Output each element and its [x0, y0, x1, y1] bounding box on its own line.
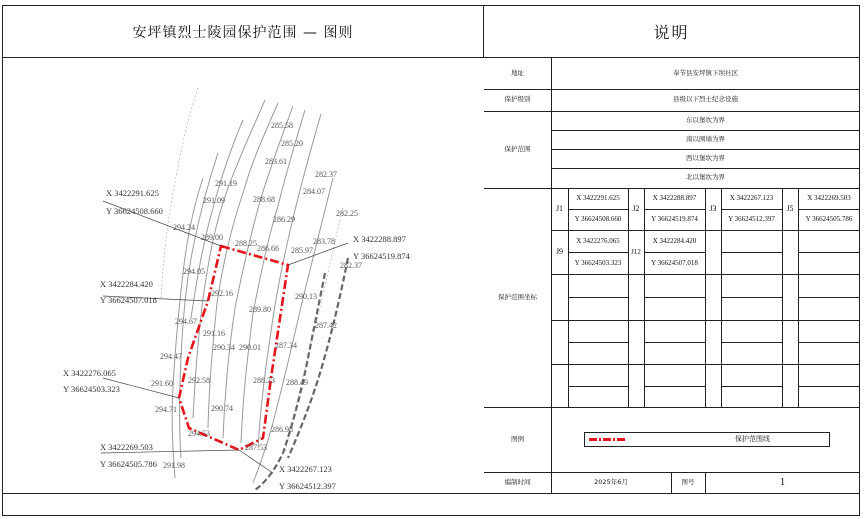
sheet-value: 1	[779, 476, 786, 489]
coord-x: X 3422288.897	[652, 194, 697, 203]
elevation-label: 287.42	[315, 321, 337, 330]
date-label: 编制时间	[504, 478, 531, 487]
legend-box	[584, 432, 830, 447]
elevation-label: 287.34	[275, 341, 297, 350]
elevation-label: 294.71	[155, 405, 177, 414]
elevation-label: 294.47	[160, 352, 182, 361]
elevation-label: 292.16	[211, 289, 233, 298]
elevation-label: 294.67	[175, 317, 197, 326]
elevation-label: 285.97	[291, 246, 313, 255]
point-label-x: X 3422291.625	[106, 188, 159, 198]
elevation-label: 283.61	[265, 157, 287, 166]
point-label-y: Y 36624508.660	[106, 206, 163, 216]
point-labels	[63, 188, 411, 491]
coord-x: X 3422269.503	[807, 194, 851, 203]
range-item: 西以堡坎为界	[686, 153, 725, 162]
location-value: 奉节县安坪镇下坝社区	[673, 68, 738, 77]
elevation-label: 285.20	[281, 139, 303, 148]
elevation-label: 290.01	[239, 343, 261, 352]
coord-id: J5	[786, 204, 794, 214]
coord-id: J12	[631, 247, 641, 256]
elevation-label: 291.60	[151, 379, 173, 388]
coord-y: Y 36624503.323	[574, 258, 622, 267]
point-label-y: Y 36624507.018	[100, 295, 157, 305]
level-label: 保护级别	[504, 95, 531, 104]
coord-y: Y 36624508.660	[574, 215, 622, 224]
coord-y: Y 36624512.397	[728, 215, 775, 224]
range-item: 北以堡坎为界	[686, 173, 725, 182]
location-label: 地址	[511, 68, 524, 77]
elevation-label: 282.37	[340, 261, 362, 270]
elevation-label: 288.25	[235, 239, 257, 248]
elevation-label: 286.66	[257, 244, 279, 253]
elevation-label: 290.74	[211, 404, 233, 413]
sheet-label: 图号	[681, 478, 695, 487]
point-label-y: Y 36624512.397	[279, 481, 336, 491]
elevation-label: 283.78	[313, 237, 335, 246]
elevation-label: 285.58	[271, 121, 293, 130]
elevation-label: 287.53	[245, 443, 267, 452]
map-drawing	[3, 58, 484, 494]
range-item: 东以堡坎为界	[686, 115, 725, 124]
point-label-y: Y 36624505.786	[100, 459, 157, 469]
elevation-label: 294.24	[173, 223, 195, 232]
legend-line-icon	[587, 433, 629, 446]
elevation-label: 291.16	[203, 329, 225, 338]
elevation-label: 291.98	[163, 461, 185, 470]
coord-id: J2	[632, 204, 640, 214]
point-label-x: X 3422288.897	[353, 234, 406, 244]
coords-label: 保护范围坐标	[498, 292, 537, 301]
point-label-x: X 3422276.065	[63, 368, 116, 378]
footer-strip	[2, 494, 860, 516]
elevation-label: 294.53	[188, 429, 210, 438]
point-label-y: Y 36624503.323	[63, 384, 120, 394]
coord-x: X 3422276.065	[576, 236, 620, 245]
elevation-label: 290.34	[213, 343, 235, 352]
elevation-label: 289.80	[249, 305, 271, 314]
elevation-label: 284.07	[303, 187, 325, 196]
notes-title: 说明	[484, 5, 860, 58]
point-label-x: X 3422269.503	[100, 442, 153, 452]
coord-x: X 3422291.625	[576, 194, 620, 203]
date-value: 2025年6月	[594, 478, 628, 487]
coord-y: Y 36624505.786	[805, 215, 853, 224]
point-label-x: X 3422267.123	[279, 464, 332, 474]
point-label-x: X 3422284.420	[100, 279, 153, 289]
elevation-label: 288.49	[286, 378, 308, 387]
elevation-label: 282.37	[315, 170, 337, 179]
elevation-label: 292.58	[188, 376, 210, 385]
coord-y: Y 36624519.874	[651, 215, 698, 224]
elevation-label: 291.09	[203, 196, 225, 205]
legend-text: 保护范围线	[735, 435, 770, 443]
coord-id: J1	[555, 204, 564, 214]
elevation-label: 282.25	[336, 209, 358, 218]
elevation-label: 288.68	[253, 195, 275, 204]
range-item: 南以围墙为界	[686, 134, 725, 143]
elevation-label: 286.29	[273, 215, 295, 224]
coord-id: J9	[555, 247, 564, 257]
map-title: 安坪镇烈士陵园保护范围 — 图则	[2, 5, 484, 58]
elevation-label: 286.98	[271, 425, 293, 434]
info-table	[484, 58, 860, 494]
level-value: 县级以下烈士纪念设施	[673, 95, 738, 104]
elevation-label: 289.00	[201, 233, 223, 242]
point-label-y: Y 36624519.874	[353, 251, 410, 261]
coord-id: J3	[709, 204, 717, 214]
coord-y: Y 36624507.018	[651, 258, 698, 267]
site-map	[2, 58, 484, 494]
elevation-label: 290.13	[295, 292, 317, 301]
elevation-label: 291.19	[215, 179, 237, 188]
elevation-label: 288.23	[253, 376, 275, 385]
coord-x: X 3422284.420	[652, 236, 697, 245]
range-label: 保护范围	[504, 144, 531, 153]
elevation-label: 294.05	[183, 267, 205, 276]
legend-label: 图例	[511, 434, 524, 443]
coord-x: X 3422267.123	[729, 194, 774, 203]
